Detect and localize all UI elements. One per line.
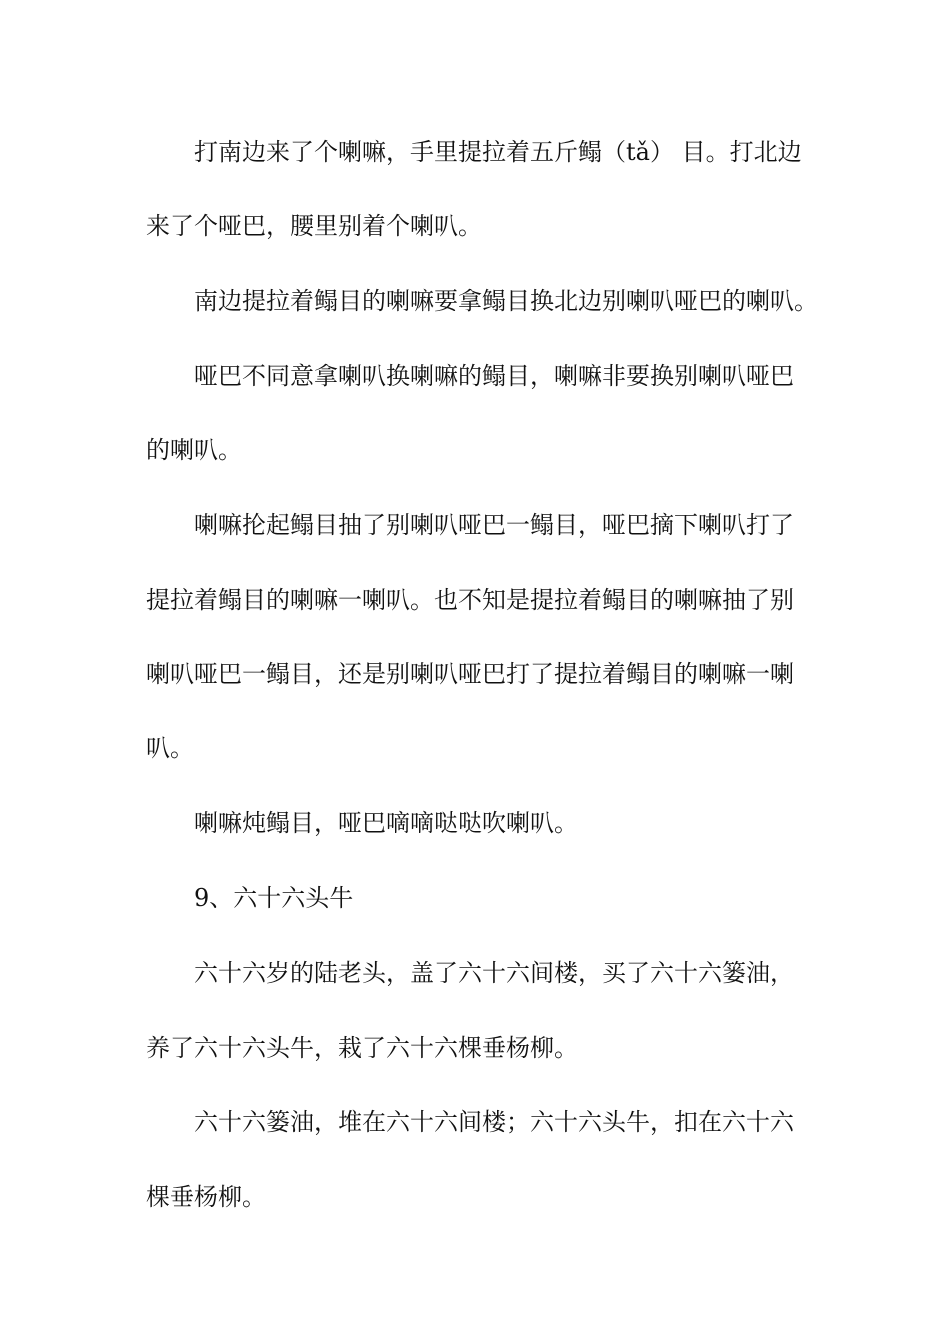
section-heading: 9、六十六头牛 [194, 884, 354, 912]
paragraph-line: 喇叭哑巴一鳎目，还是别喇叭哑巴打了提拉着鳎目的喇嘛一喇 [146, 660, 794, 688]
paragraph-line: 六十六篓油，堆在六十六间楼；六十六头牛，扣在六十六 [194, 1108, 794, 1136]
paragraph-line: 来了个哑巴，腰里别着个喇叭。 [146, 212, 482, 240]
paragraph-line: 棵垂杨柳。 [146, 1183, 266, 1211]
paragraph-line: 养了六十六头牛，栽了六十六棵垂杨柳。 [146, 1034, 578, 1062]
paragraph-line: 南边提拉着鳎目的喇嘛要拿鳎目换北边别喇叭哑巴的喇叭。 [194, 287, 818, 315]
paragraph-line: 提拉着鳎目的喇嘛一喇叭。也不知是提拉着鳎目的喇嘛抽了别 [146, 586, 794, 614]
paragraph-line: 打南边来了个喇嘛，手里提拉着五斤鳎（tǎ） 目。打北边 [194, 138, 802, 166]
paragraph-line: 哑巴不同意拿喇叭换喇嘛的鳎目，喇嘛非要换别喇叭哑巴 [194, 362, 794, 390]
paragraph-line: 喇嘛抡起鳎目抽了别喇叭哑巴一鳎目，哑巴摘下喇叭打了 [194, 511, 794, 539]
paragraph-line: 的喇叭。 [146, 436, 242, 464]
paragraph-line: 叭。 [146, 734, 194, 762]
paragraph-line: 喇嘛炖鳎目，哑巴嘀嘀哒哒吹喇叭。 [194, 809, 578, 837]
paragraph-line: 六十六岁的陆老头，盖了六十六间楼，买了六十六篓油， [194, 959, 794, 987]
